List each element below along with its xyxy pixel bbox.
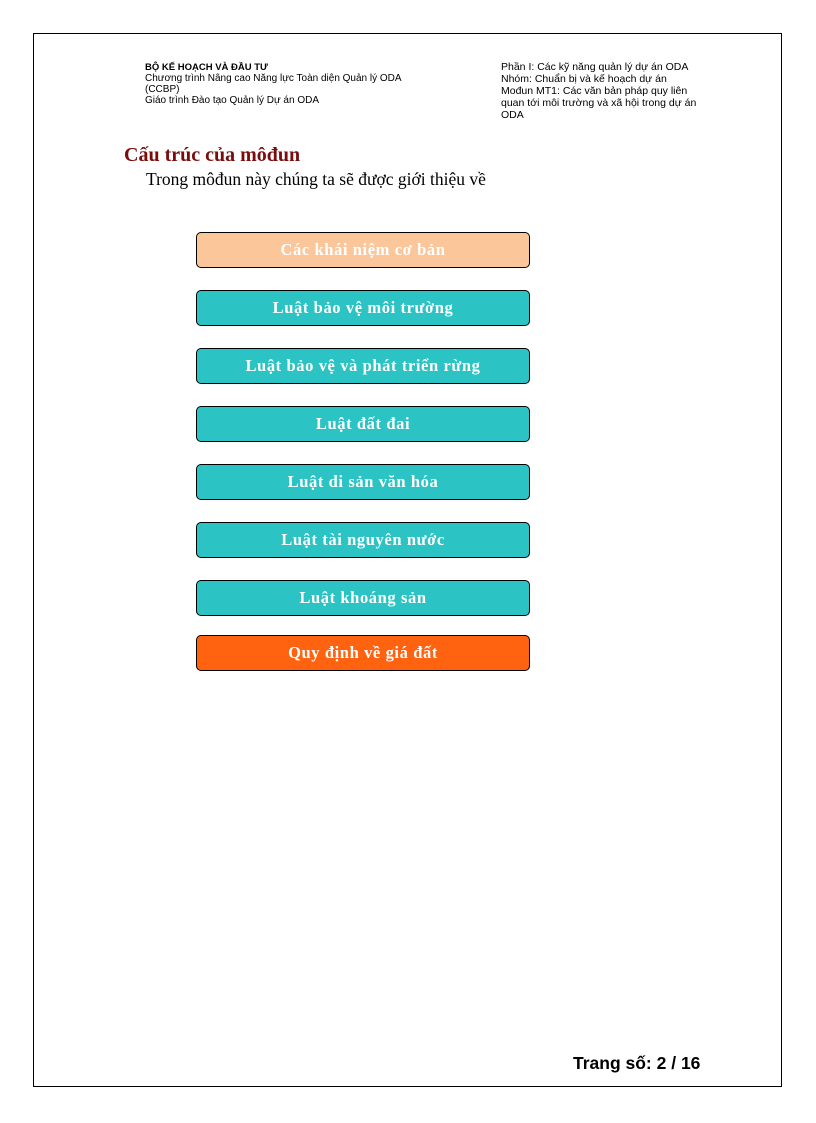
- module-mineral-law[interactable]: Luật khoáng sản: [196, 580, 530, 616]
- module-forest-protection-law[interactable]: Luật bảo vệ và phát triển rừng: [196, 348, 530, 384]
- program-name-line-1: Chương trình Nâng cao Năng lực Toàn diện Quản lý ODA: [145, 73, 402, 84]
- module-cultural-heritage-law[interactable]: Luật di sản văn hóa: [196, 464, 530, 500]
- organization-name: BỘ KẾ HOẠCH VÀ ĐẦU TƯ: [145, 62, 268, 73]
- section-title: Cấu trúc của môđun: [124, 144, 301, 166]
- module-name-line-2: quan tới môi trường và xã hội trong dự án: [501, 97, 697, 109]
- module-land-price-regulation[interactable]: Quy định về giá đất: [196, 635, 530, 671]
- module-name-line-3: ODA: [501, 109, 524, 121]
- module-water-resources-law[interactable]: Luật tài nguyên nước: [196, 522, 530, 558]
- module-basic-concepts[interactable]: Các khái niệm cơ bản: [196, 232, 530, 268]
- program-name-line-2: (CCBP): [145, 84, 180, 95]
- group-name: Nhóm: Chuẩn bị và kế hoạch dự án: [501, 73, 667, 85]
- module-name-line-1: Mođun MT1: Các văn bản pháp quy liên: [501, 85, 688, 97]
- module-land-law[interactable]: Luật đất đai: [196, 406, 530, 442]
- section-intro: Trong môđun này chúng ta sẽ được giới thiệu về: [146, 169, 486, 189]
- header-right: [501, 61, 741, 121]
- module-environmental-protection-law[interactable]: Luật bảo vệ môi trường: [196, 290, 530, 326]
- page-number: Trang số: 2 / 16: [573, 1053, 701, 1073]
- course-name: Giáo trình Đào tạo Quản lý Dự án ODA: [145, 95, 319, 106]
- part-name: Phần I: Các kỹ năng quản lý dự án ODA: [501, 61, 689, 73]
- header-left: [145, 62, 445, 106]
- page-frame: [33, 33, 782, 1087]
